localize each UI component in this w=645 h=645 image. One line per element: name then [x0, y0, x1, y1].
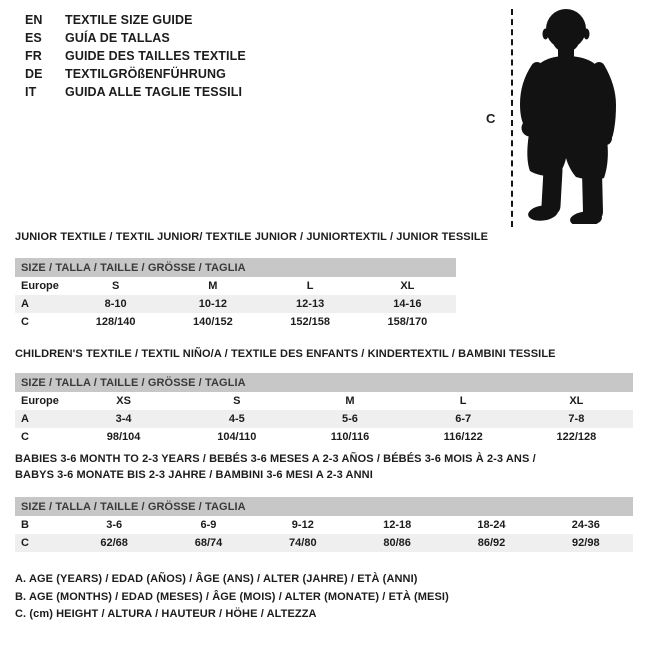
table-cell: 140/152	[192, 316, 233, 328]
row-label: A	[15, 410, 67, 428]
baby-figure	[480, 5, 640, 233]
table-cell: 3-4	[67, 410, 180, 428]
table-row	[15, 428, 633, 446]
table-cell: 12-13	[262, 295, 359, 313]
table-cell: 104/110	[217, 431, 257, 443]
footnote-line: A. AGE (YEARS) / EDAD (AÑOS) / ÂGE (ANS) / ALTER (JAHRE) / ETÀ (ANNI)	[15, 573, 418, 585]
footnote-line: B. AGE (MONTHS) / EDAD (MESES) / ÂGE (MOIS) / ALTER (MONATE) / ETÀ (MESI)	[15, 590, 449, 603]
table-cell: 3-6	[106, 519, 123, 531]
row-label: C	[15, 534, 67, 552]
table-cell: XL	[569, 395, 584, 407]
size-header-row	[15, 258, 456, 277]
size-table	[15, 373, 633, 446]
table-row	[15, 295, 456, 313]
table-cell: 128/140	[95, 316, 136, 328]
height-measure-label: C	[486, 111, 496, 126]
table-cell: S	[233, 395, 241, 407]
table-title-line: JUNIOR TEXTILE / TEXTIL JUNIOR/ TEXTILE JUNIOR / JUNIORTEXTIL / JUNIOR TESSILE	[15, 231, 489, 243]
table-cell: 62/68	[67, 534, 161, 552]
table-cell: 80/86	[350, 534, 444, 552]
language-title: TEXTILGRÖßENFÜHRUNG	[65, 67, 226, 81]
language-row	[25, 65, 246, 83]
table-cell: XS	[116, 395, 131, 407]
row-label: Europe	[21, 395, 59, 407]
table-cell: 68/74	[161, 534, 255, 552]
table-cell: 74/80	[256, 534, 350, 552]
row-label: C	[21, 431, 29, 443]
language-code: EN	[25, 13, 43, 27]
table-row	[15, 313, 456, 331]
height-measure-dashed-line	[511, 9, 513, 227]
size-table	[15, 258, 456, 331]
language-row	[25, 47, 246, 65]
row-label: Europe	[21, 280, 59, 292]
table-cell: L	[306, 280, 314, 292]
table-cell: 92/98	[539, 534, 633, 552]
table-cell: 9-12	[291, 519, 314, 531]
table-cell: 122/128	[556, 431, 597, 443]
row-label: B	[21, 519, 29, 531]
size-header-row	[15, 497, 633, 516]
language-row	[25, 83, 246, 101]
table-title-line: BABYS 3-6 MONATE BIS 2-3 JAHRE / BAMBINI 3-6 MESI A 2-3 ANNI	[15, 468, 373, 481]
table-cell: 8-10	[67, 295, 164, 313]
row-label: A	[15, 295, 67, 313]
table-row	[15, 277, 456, 295]
table-row	[15, 534, 633, 552]
size-header-band: SIZE / TALLA / TAILLE / GRÖSSE / TAGLIA	[15, 258, 456, 277]
table-cell: 158/170	[387, 316, 428, 328]
table-cell: 6-9	[200, 519, 217, 531]
language-title: GUIDA ALLE TAGLIE TESSILI	[65, 85, 243, 99]
table-title-line: CHILDREN'S TEXTILE / TEXTIL NIÑO/A / TEXTILE DES ENFANTS / KINDERTEXTIL / BAMBINI TESSILE	[15, 348, 556, 360]
table-cell: 86/92	[444, 534, 538, 552]
table-cell: 7-8	[520, 410, 633, 428]
table-title	[15, 230, 488, 246]
table-title-line: BABIES 3-6 MONTH TO 2-3 YEARS / BEBÉS 3-6 MESES A 2-3 AÑOS / BÉBÉS 3-6 MOIS À 2-3 ANS /	[15, 453, 536, 465]
table-title	[15, 452, 536, 483]
table-cell: 18-24	[477, 519, 506, 531]
language-code: ES	[25, 31, 42, 45]
table-cell: 6-7	[407, 410, 520, 428]
table-row	[15, 392, 633, 410]
table-row	[15, 516, 633, 534]
table-cell: M	[208, 280, 218, 292]
table-title	[15, 347, 556, 363]
table-cell: 12-18	[383, 519, 412, 531]
language-code: FR	[25, 49, 42, 63]
language-row	[25, 11, 246, 29]
table-cell: 152/158	[290, 316, 330, 328]
size-header-band: SIZE / TALLA / TAILLE / GRÖSSE / TAGLIA	[15, 497, 633, 516]
table-cell: 4-5	[180, 410, 293, 428]
table-cell: M	[345, 395, 355, 407]
table-cell: XL	[400, 280, 415, 292]
table-cell: 24-36	[571, 519, 600, 531]
language-title: TEXTILE SIZE GUIDE	[65, 13, 193, 27]
table-cell: 110/116	[330, 431, 370, 443]
size-table	[15, 497, 633, 552]
footnote-line: C. (cm) HEIGHT / ALTURA / HAUTEUR / HÖHE / ALTEZZA	[15, 608, 317, 620]
table-row	[15, 410, 633, 428]
language-title: GUIDE DES TAILLES TEXTILE	[65, 49, 246, 63]
table-cell: L	[459, 395, 467, 407]
language-code: DE	[25, 67, 43, 81]
table-cell: 14-16	[359, 295, 456, 313]
size-header-row	[15, 373, 633, 392]
footnotes	[15, 571, 449, 624]
language-row	[25, 29, 246, 47]
size-header-band: SIZE / TALLA / TAILLE / GRÖSSE / TAGLIA	[15, 373, 633, 392]
language-title: GUÍA DE TALLAS	[65, 31, 170, 45]
table-cell: 5-6	[293, 410, 406, 428]
table-cell: 10-12	[164, 295, 261, 313]
toddler-silhouette-icon	[520, 8, 620, 224]
table-cell: 116/122	[443, 431, 483, 443]
language-list	[25, 11, 246, 101]
language-code: IT	[25, 85, 37, 99]
row-label: C	[21, 316, 29, 328]
table-cell: S	[111, 280, 120, 292]
table-cell: 98/104	[106, 431, 141, 443]
